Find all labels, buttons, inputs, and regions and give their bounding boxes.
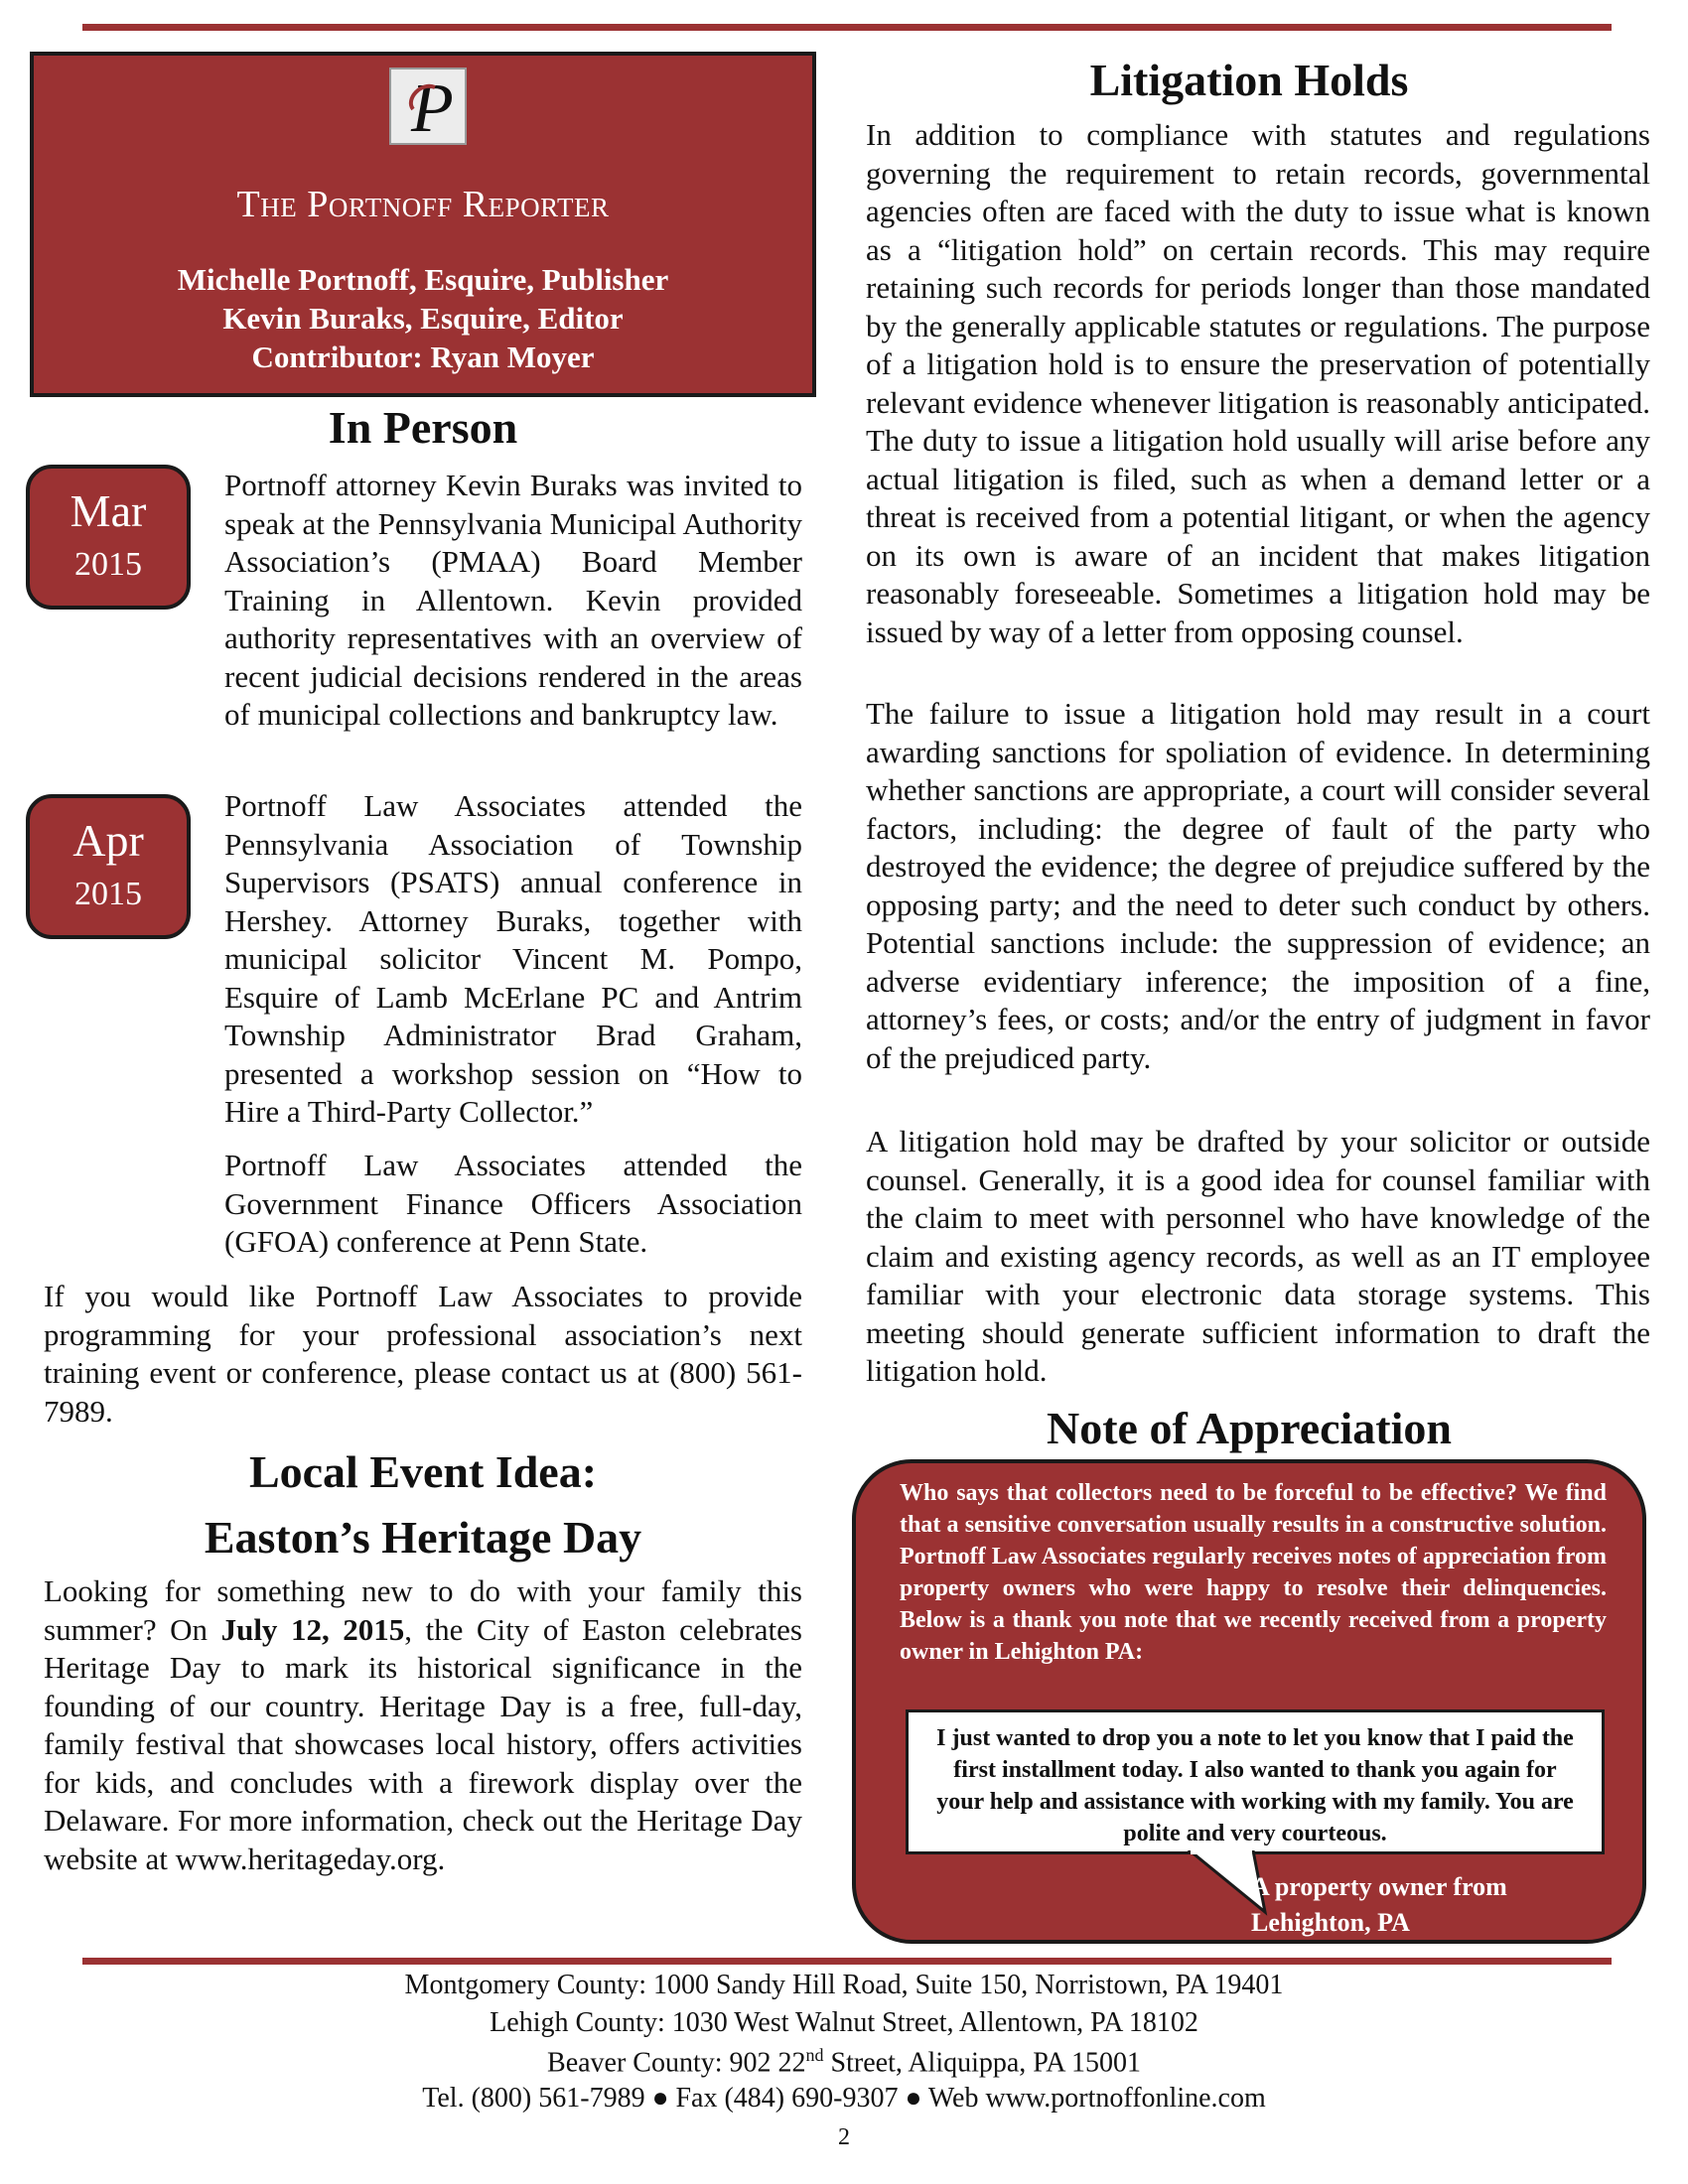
appreciation-intro: Who says that collectors need to be forceful to be effective? We find that a sensitive conversation usually results in a constructive solution. Portnoff Law Associates regularly receives notes of appreciation from property owners who were happy to resolve their delinquencies. Below is a thank you note that we recently received from a property owner in Lehighton PA: [900,1480,1607,1665]
local-event-heading-1: Local Event Idea: [248,1446,598,1497]
attribution-line-2: Lehighton, PA [1251,1908,1410,1937]
local-event-text [44,1572,802,1878]
editor-line: Kevin Buraks, Esquire, Editor [222,301,624,336]
badge-year: 2015 [74,546,142,583]
litigation-paragraph-3: A litigation hold may be drafted by your solicitor or outside counsel. Generally, it is a good idea for counsel familiar with the claim to meet with personnel who have knowledge of the claim and existing agency records, as well as an IT employee familiar with your electronic data storage systems. This meeting should generate sufficient information to draft the litigation hold. [866,1124,1650,1388]
publisher-line: Michelle Portnoff, Esquire, Publisher [177,262,669,297]
appreciation-quote: I just wanted to drop you a note to let you know that I paid the first installment today. I also wanted to thank you again for your help and assistance with working with my family. You are polite and very courteous. [936,1725,1574,1846]
footer-beaver [0,2045,1688,2079]
footer-montgomery: Montgomery County: 1000 Sandy Hill Road, Suite 150, Norristown, PA 19401 [404,1970,1284,2000]
newsletter-title: The Portnoff Reporter [236,184,610,225]
local-event-text-before: Looking for something new to do with your family this summer? On [44,1573,802,1647]
litigation-paragraph-2: The failure to issue a litigation hold may result in a court awarding sanctions for spoliation of evidence. In determining whether sanctions are appropriate, a court will consider several factors, including: the degree of fault of the party who destroyed the evidence; the degree of prejudice suffered by the opposing party; and the need to deter such conduct by others. Potential sanctions include: the suppression of evidence; an adverse evidentiary inference; the imposition of a fine, attorney’s fees, or costs; and/or the entry of judgment in favor of the prejudiced party. [866,696,1650,1075]
badge-month: Apr [72,815,144,866]
local-event-text-after: , the City of Easton celebrates Heritage Day to mark its historical significance in the founding of our country. Heritage Day is a free, full-day, family festival that showcases local history, offers activities for kids, and concludes with a firework display over the Delaware. For more information, check out the Heritage Day website at www.heritageday.org. [44,1611,802,1876]
top-rule [82,24,1612,31]
footer-lehigh: Lehigh County: 1030 West Walnut Street, Allentown, PA 18102 [490,2007,1198,2038]
event-date: July 12, 2015 [220,1611,405,1647]
bottom-rule [82,1958,1612,1965]
litigation-heading: Litigation Holds [1089,55,1409,105]
logo-letter: P [411,70,454,143]
badge-month: Mar [70,485,147,536]
local-event-heading-2: Easton’s Heritage Day [204,1512,642,1563]
litigation-paragraph-1: In addition to compliance with statutes and regulations governing the requirement to retain records, governmental agencies often are faced with the duty to issue what is known as a “litigation hold” on certain records. This may require retaining such records for periods longer than those mandated by the generally applicable statutes or regulations. The purpose of a litigation hold is to ensure the preservation of potentially relevant evidence whenever litigation is reasonably anticipated. The duty to issue a litigation hold usually will arise before any actual litigation is filed, such as when a demand letter or a threat is received from a potential litigant, or when the agency on its own is aware of an incident that makes litigation reasonably foreseeable. Sometimes a litigation hold may be issued by way of a letter from opposing counsel. [866,117,1650,649]
in-person-closing: If you would like Portnoff Law Associates to provide programming for your professional association’s next training event or conference, please contact us at (800) 561-7989. [44,1279,802,1429]
page-number: 2 [838,2124,850,2150]
footer-beaver-post: Street, Aliquippa, PA 15001 [823,2047,1141,2079]
footer-beaver-pre: Beaver County: 902 22 [547,2047,806,2079]
badge-year: 2015 [74,876,142,912]
masthead [30,52,816,397]
in-person-item-1: Portnoff attorney Kevin Buraks was invited to speak at the Pennsylvania Municipal Authority Association’s (PMAA) Board Member Training in Allentown. Kevin provided authority representatives with an overview of recent judicial decisions rendered in the areas of municipal collections and bankruptcy law. [224,468,802,732]
portnoff-logo [389,68,467,145]
appreciation-bubble [852,1459,1646,1944]
footer-contact: Tel. (800) 561-7989 ● Fax (484) 690-9307 ● Web www.portnoffonline.com [422,2083,1266,2114]
date-badge-mar [26,465,191,610]
in-person-item-3: Portnoff Law Associates attended the Government Finance Officers Association (GFOA) conference at Penn State. [224,1148,802,1259]
logo-p-icon [391,69,465,143]
appreciation-heading: Note of Appreciation [1046,1403,1452,1453]
in-person-item-2: Portnoff Law Associates attended the Pennsylvania Association of Township Supervisors (PSATS) annual conference in Hershey. Attorney Buraks, together with municipal solicitor Vincent M. Pompo, Esquire of Lamb McErlane PC and Antrim Township Administrator Brad Graham, presented a workshop session on “How to Hire a Third-Party Collector.” [224,788,802,1129]
date-badge-apr [26,794,191,939]
attribution-line-1: A property owner from [1251,1872,1507,1901]
in-person-heading: In Person [328,402,518,453]
footer-beaver-sup: nd [805,2045,824,2065]
contributor-line: Contributor: Ryan Moyer [251,340,595,374]
quote-box [906,1709,1605,1854]
